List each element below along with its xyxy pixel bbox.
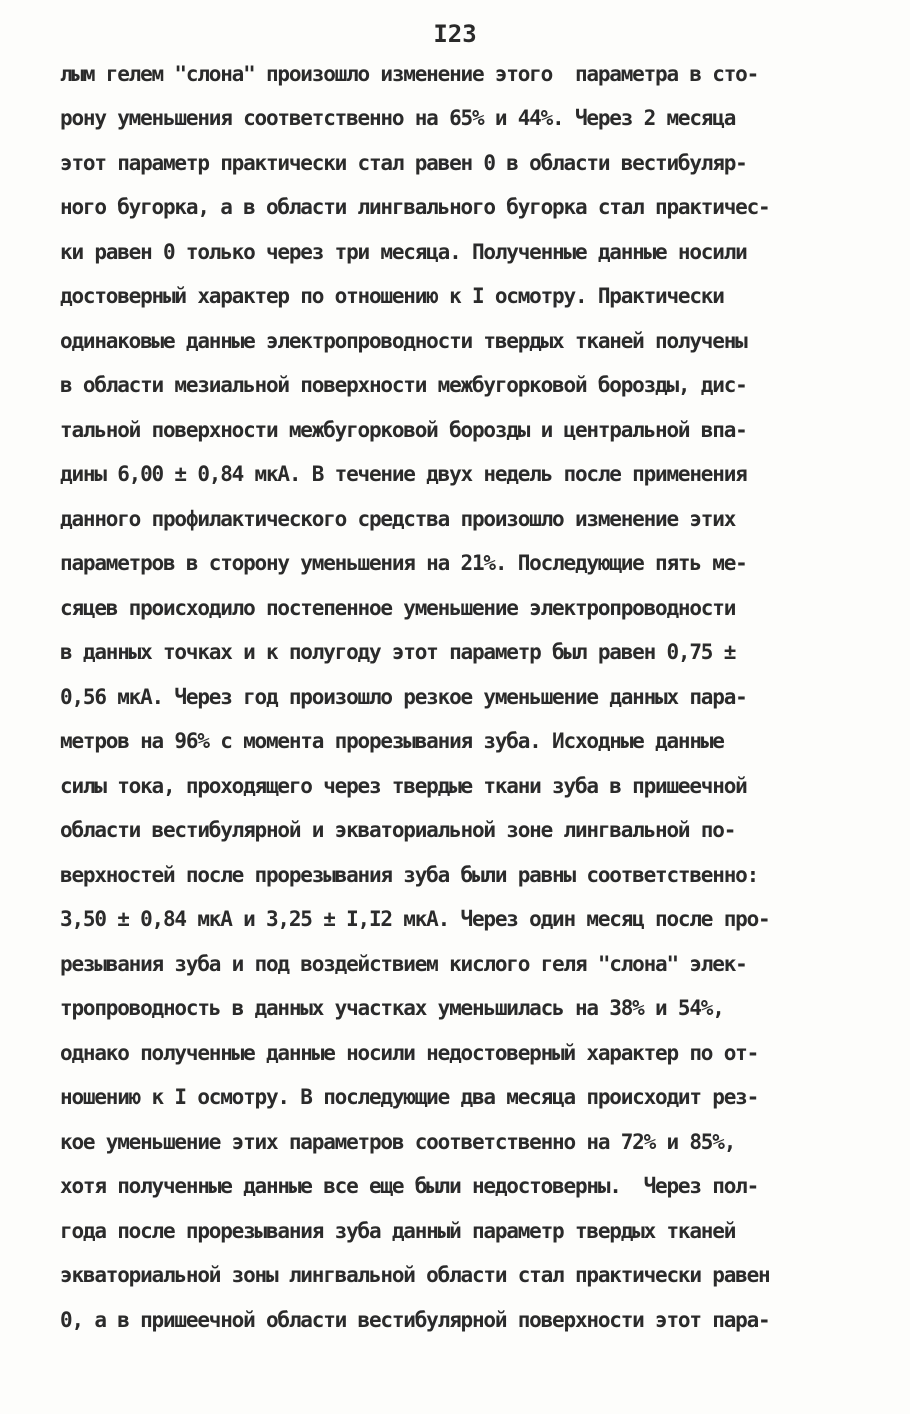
text-line: одинаковые данные электропроводности твердых тканей получены xyxy=(60,329,747,353)
text-line: ки равен 0 только через три месяца. Полученные данные носили xyxy=(60,240,747,264)
text-line: параметров в сторону уменьшения на 21%. Последующие пять ме- xyxy=(60,551,747,575)
text-line: области вестибулярной и экваториальной зоне лингвальной по- xyxy=(60,818,736,842)
text-line: 0, а в пришеечной области вестибулярной поверхности этот пара- xyxy=(60,1308,770,1332)
text-line: резывания зуба и под воздействием кислого геля "слона" элек- xyxy=(60,952,747,976)
text-line: тропроводность в данных участках уменьшилась на 38% и 54%, xyxy=(60,996,724,1020)
text-line: этот параметр практически стал равен 0 в области вестибуляр- xyxy=(60,151,747,175)
text-line: данного профилактического средства произошло изменение этих xyxy=(60,507,736,531)
text-line: в данных точках и к полугоду этот параметр был равен 0,75 ± xyxy=(60,640,736,664)
text-line: однако полученные данные носили недостоверный характер по от- xyxy=(60,1041,759,1065)
text-line: кое уменьшение этих параметров соответственно на 72% и 85%, xyxy=(60,1130,736,1154)
text-line: ношению к I осмотру. В последующие два месяца происходит рез- xyxy=(60,1085,759,1109)
text-line: 0,56 мкА. Через год произошло резкое уменьшение данных пара- xyxy=(60,685,747,709)
text-line: достоверный характер по отношению к I осмотру. Практически xyxy=(60,284,724,308)
text-line: хотя полученные данные все еще были недостоверны. Через пол- xyxy=(60,1174,759,1198)
text-line: в области мезиальной поверхности межбугорковой борозды, дис- xyxy=(60,373,747,397)
text-line: 3,50 ± 0,84 мкА и 3,25 ± I,I2 мкА. Через один месяц после про- xyxy=(60,907,770,931)
text-line: дины 6,00 ± 0,84 мкА. В течение двух недель после применения xyxy=(60,462,747,486)
text-line: лым гелем "слона" произошло изменение этого параметра в сто- xyxy=(60,62,759,86)
text-line: сяцев происходило постепенное уменьшение электропроводности xyxy=(60,596,736,620)
text-line: года после прорезывания зуба данный параметр твердых тканей xyxy=(60,1219,736,1243)
text-line: ного бугорка, а в области лингвального бугорка стал практичес- xyxy=(60,195,770,219)
text-line: тальной поверхности межбугорковой борозды и центральной впа- xyxy=(60,418,747,442)
text-line: рону уменьшения соответственно на 65% и 44%. Через 2 месяца xyxy=(60,106,736,130)
text-line: силы тока, проходящего через твердые ткани зуба в пришеечной xyxy=(60,774,747,798)
text-line: экваториальной зоны лингвальной области стал практически равен xyxy=(60,1263,770,1287)
text-line: верхностей после прорезывания зуба были равны соответственно: xyxy=(60,863,759,887)
text-line: метров на 96% с момента прорезывания зуба. Исходные данные xyxy=(60,729,724,753)
page-number: I23 xyxy=(433,20,477,48)
